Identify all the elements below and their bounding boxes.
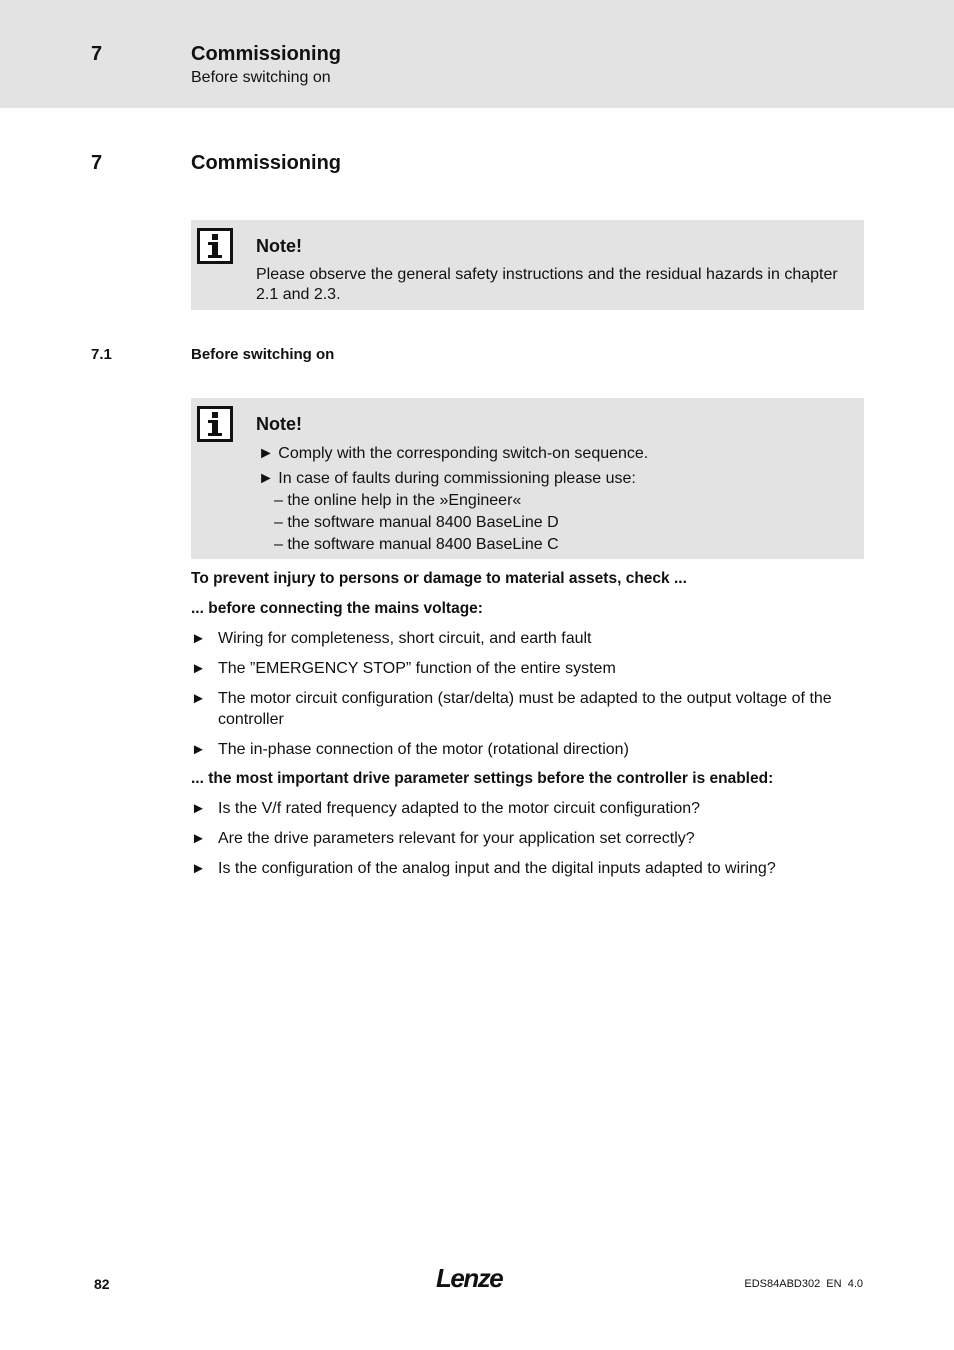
list-item: Are the drive parameters relevant for your application set correctly? [218, 830, 695, 847]
info-icon [197, 406, 233, 442]
section-title: Before switching on [191, 346, 335, 363]
bullet-marker: ► [191, 630, 206, 647]
group-heading: ... before connecting the mains voltage: [191, 600, 483, 617]
chapter-number: 7 [91, 152, 103, 174]
note-sub-item: – the software manual 8400 BaseLine D [274, 514, 559, 531]
list-item: The motor circuit configuration (star/delta) must be adapted to the output voltage of the controller [218, 690, 832, 728]
bullet-marker: ► [191, 830, 206, 847]
bullet-marker: ► [191, 660, 206, 677]
chapter-title: Commissioning [191, 152, 342, 174]
note-title: Note! [256, 236, 302, 256]
list-item: Is the V/f rated frequency adapted to the motor circuit configuration? [218, 800, 701, 817]
note-sub-item: – the online help in the »Engineer« [274, 492, 522, 509]
header-chapter-title: Commissioning [191, 43, 342, 65]
list-item: Is the configuration of the analog input and the digital inputs adapted to wiring? [218, 860, 776, 877]
page-header [0, 0, 954, 108]
note-text: Please observe the general safety instructions and the residual hazards in chapter 2.1 and 2.3. [256, 266, 838, 303]
header-section-title: Before switching on [191, 69, 331, 86]
note-box [191, 220, 864, 310]
document-id: EDS84ABD302 EN 4.0 [744, 1278, 863, 1290]
note-title: Note! [256, 414, 302, 434]
note-list-item: ► In case of faults during commissioning please use: [258, 470, 636, 487]
note-sub-item: – the software manual 8400 BaseLine C [274, 536, 559, 553]
bullet-marker: ► [191, 690, 206, 707]
list-item: The ”EMERGENCY STOP” function of the entire system [218, 660, 616, 677]
group-heading: ... the most important drive parameter settings before the controller is enabled: [191, 770, 774, 787]
bullet-marker: ► [191, 860, 206, 877]
bullet-marker: ► [191, 800, 206, 817]
list-item: Wiring for completeness, short circuit, and earth fault [218, 630, 592, 647]
bullet-marker: ► [191, 741, 206, 758]
intro-text: To prevent injury to persons or damage to material assets, check ... [191, 570, 687, 587]
page-number: 82 [94, 1276, 110, 1292]
lenze-logo: Lenze [436, 1263, 503, 1293]
note-list-item: ► Comply with the corresponding switch-on sequence. [258, 445, 649, 462]
list-item: The in-phase connection of the motor (rotational direction) [218, 741, 629, 758]
section-number: 7.1 [91, 346, 112, 363]
note-box [191, 398, 864, 559]
info-icon [197, 228, 233, 264]
header-chapter-number: 7 [91, 43, 103, 65]
